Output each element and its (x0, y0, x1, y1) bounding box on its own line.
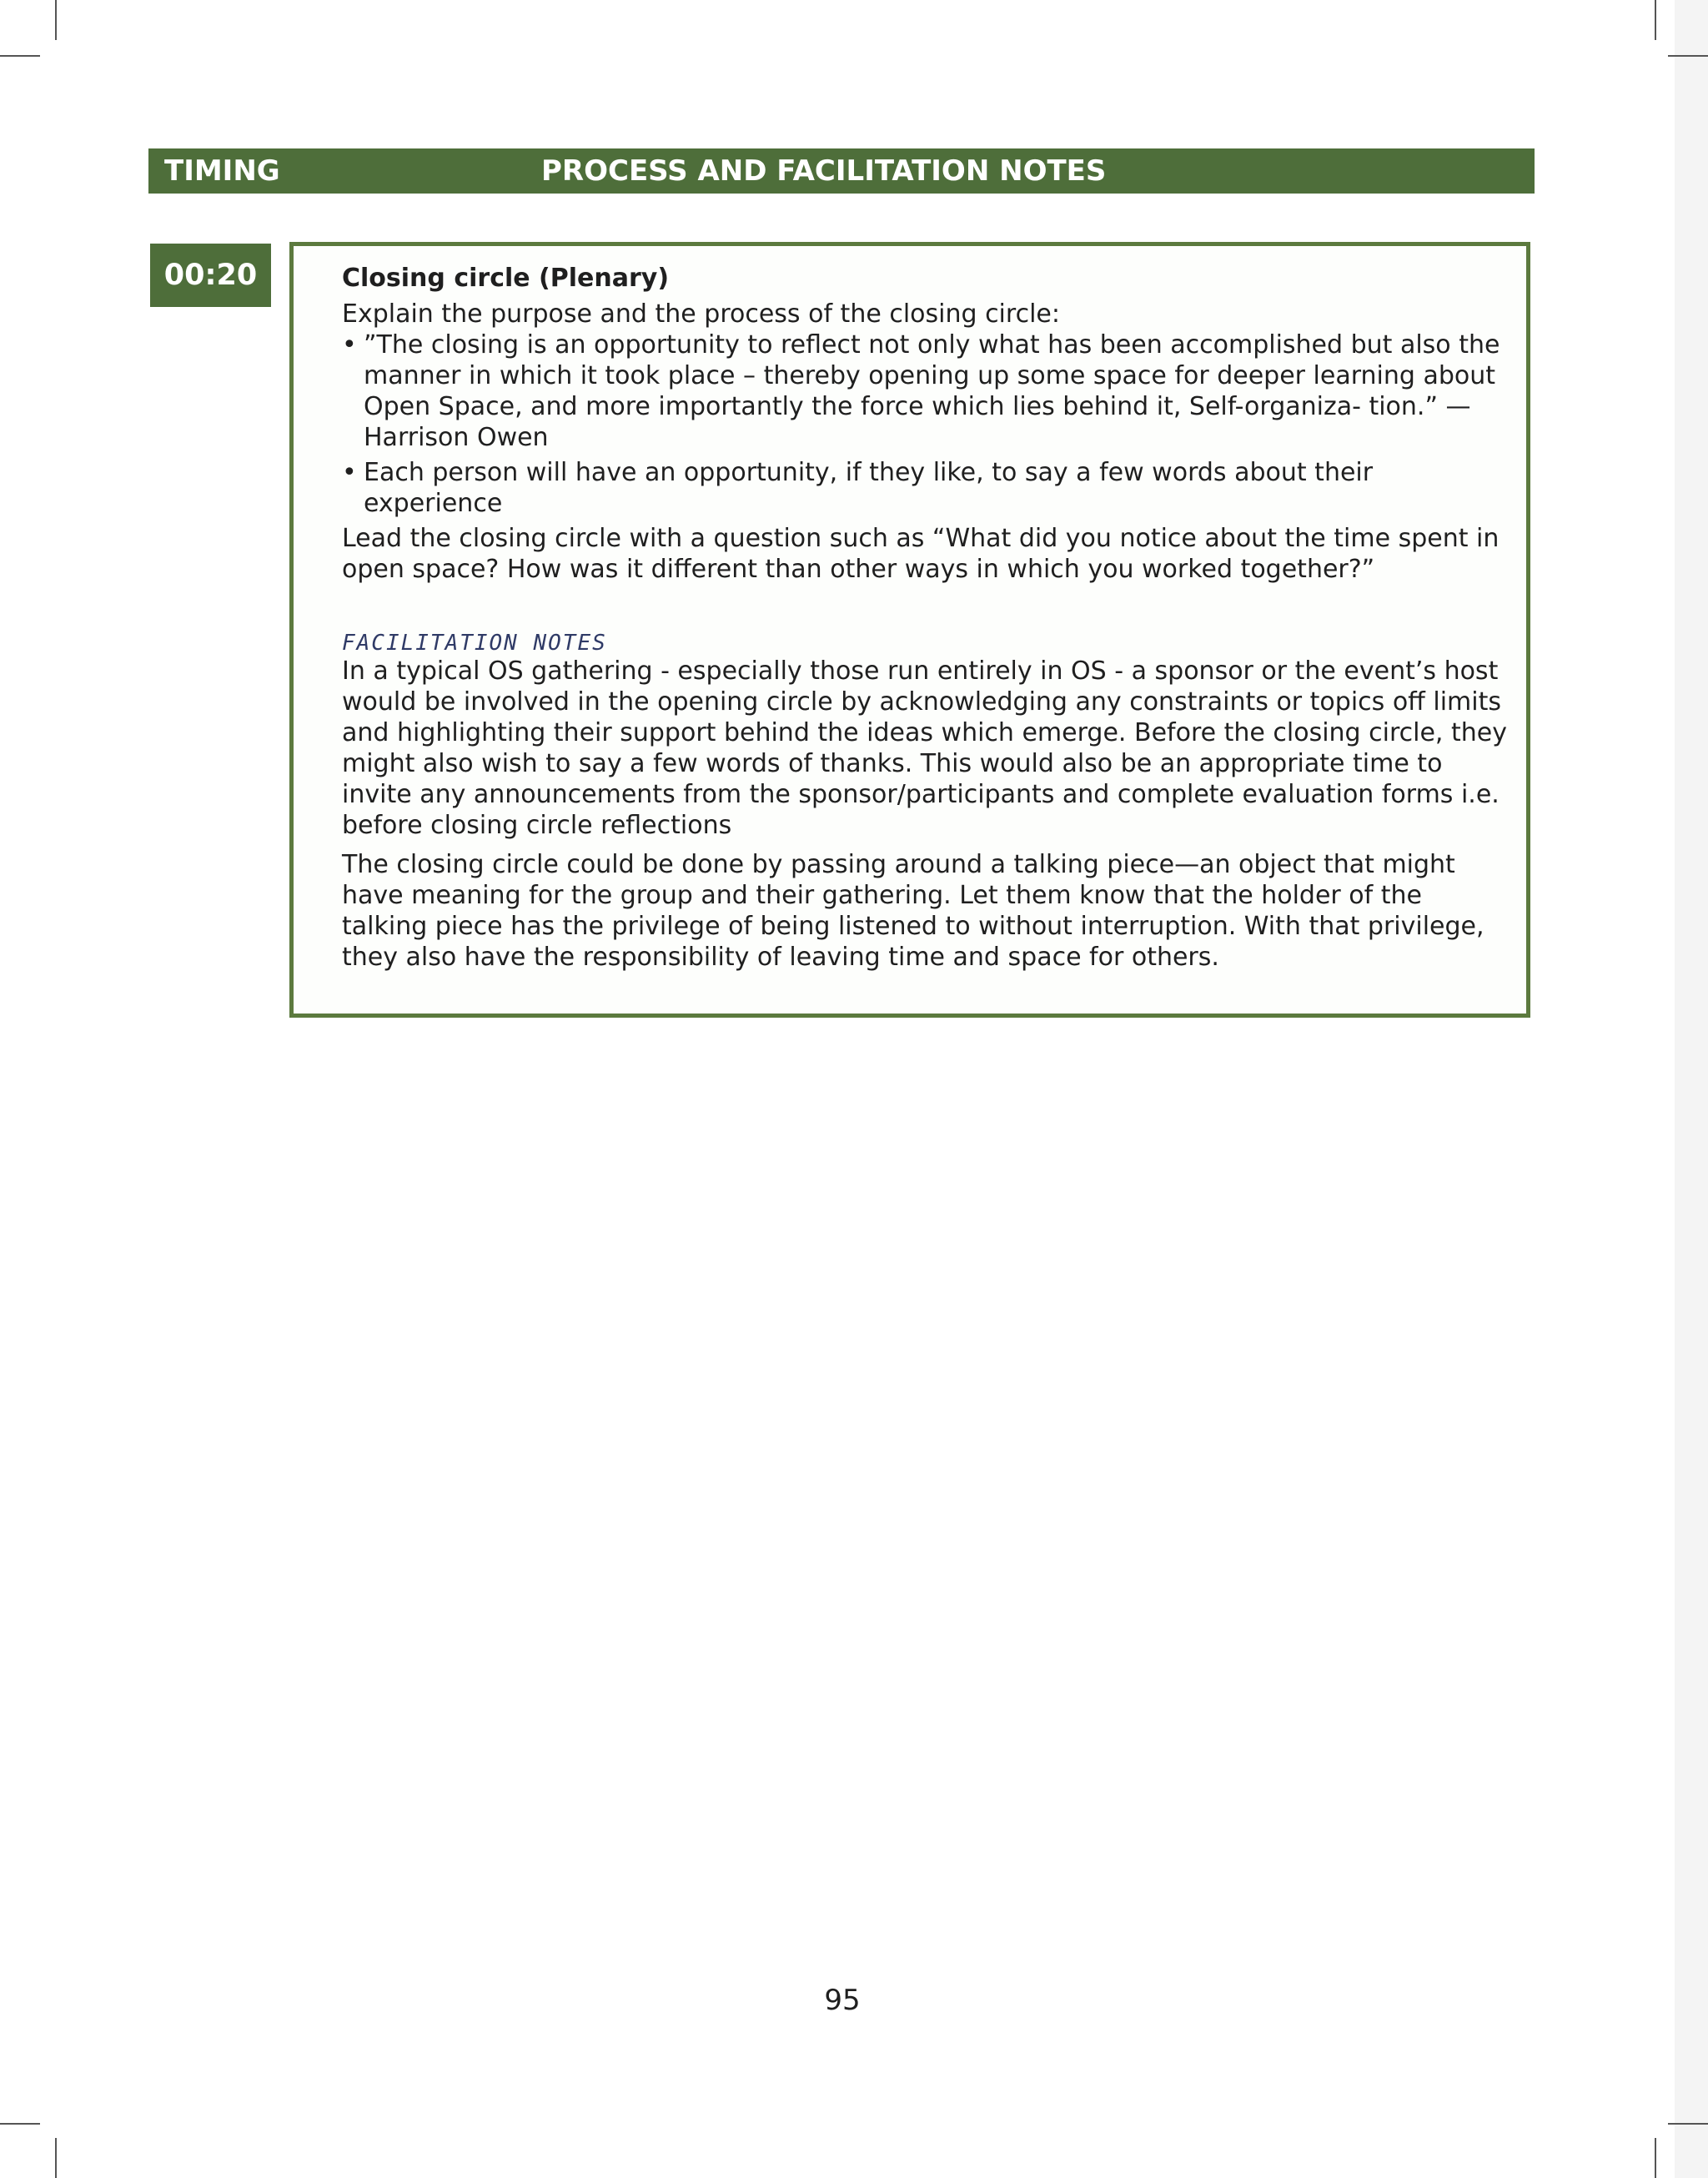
bullet-item (342, 329, 1510, 453)
crop-mark-bottom-left-horizontal (0, 2123, 40, 2125)
lead-question-text: Lead the closing circle with a question such as “What did you notice about the time spent in open space? How was it different than other ways in which you worked together?” (342, 524, 1500, 584)
bullet-glyph: • (342, 330, 357, 360)
facilitation-paragraph: The closing circle could be done by passing around a talking piece—an object that might have meaning for the group and their gathering. Let them know that the holder of the talking piece has the privilege of being listened to without interruption. With that privilege, they also have the responsibility of leaving time and space for others. (342, 850, 1484, 972)
process-notes-content (342, 263, 1510, 973)
page-margin-strip (1675, 0, 1708, 2178)
crop-mark-top-right-horizontal (1668, 55, 1708, 57)
process-notes-box (289, 242, 1530, 1018)
crop-mark-top-left-horizontal (0, 55, 40, 57)
crop-mark-top-left-vertical (55, 0, 57, 40)
facilitation-paragraph: In a typical OS gathering - especially those run entirely in OS - a sponsor or the event’s host would be involved in the opening circle by acknowledging any constraints or topics off limits and highlighting their support behind the ideas which emerge. Before the closing circle, they might also wish to say a few words of thanks. This would also be an appropriate time to invite any announcements from the sponsor/participants and complete evaluation forms i.e. before closing circle reflections (342, 656, 1507, 840)
table-header-bar (148, 148, 1535, 194)
bullet-glyph: • (342, 458, 357, 487)
bullet-text: Each person will have an opportunity, if they like, to say a few words about their experience (364, 458, 1374, 518)
bullet-item (342, 457, 1510, 519)
crop-mark-bottom-left-vertical (55, 2138, 57, 2178)
intro-text: Explain the purpose and the process of the closing circle: (342, 299, 1060, 329)
facilitation-notes-label: FACILITATION NOTES (342, 631, 607, 656)
timing-column-header: TIMING (164, 154, 280, 188)
crop-mark-bottom-right-horizontal (1668, 2123, 1708, 2125)
section-title: Closing circle (Plenary) (342, 264, 670, 293)
bullet-text: ”The closing is an opportunity to reflect not only what has been accomplished but also the manner in which it took place – thereby opening up some space for deeper learning about Open Space, and more importantly the force which lies behind it, Self-organiza- tion.” —Harrison Owen (364, 330, 1500, 452)
time-badge: 00:20 (150, 244, 271, 307)
page-number: 95 (824, 1984, 861, 2017)
crop-mark-top-right-vertical (1655, 0, 1656, 40)
crop-mark-bottom-right-vertical (1655, 2138, 1656, 2178)
bullet-list (342, 329, 1510, 519)
process-column-header: PROCESS AND FACILITATION NOTES (541, 154, 1107, 188)
